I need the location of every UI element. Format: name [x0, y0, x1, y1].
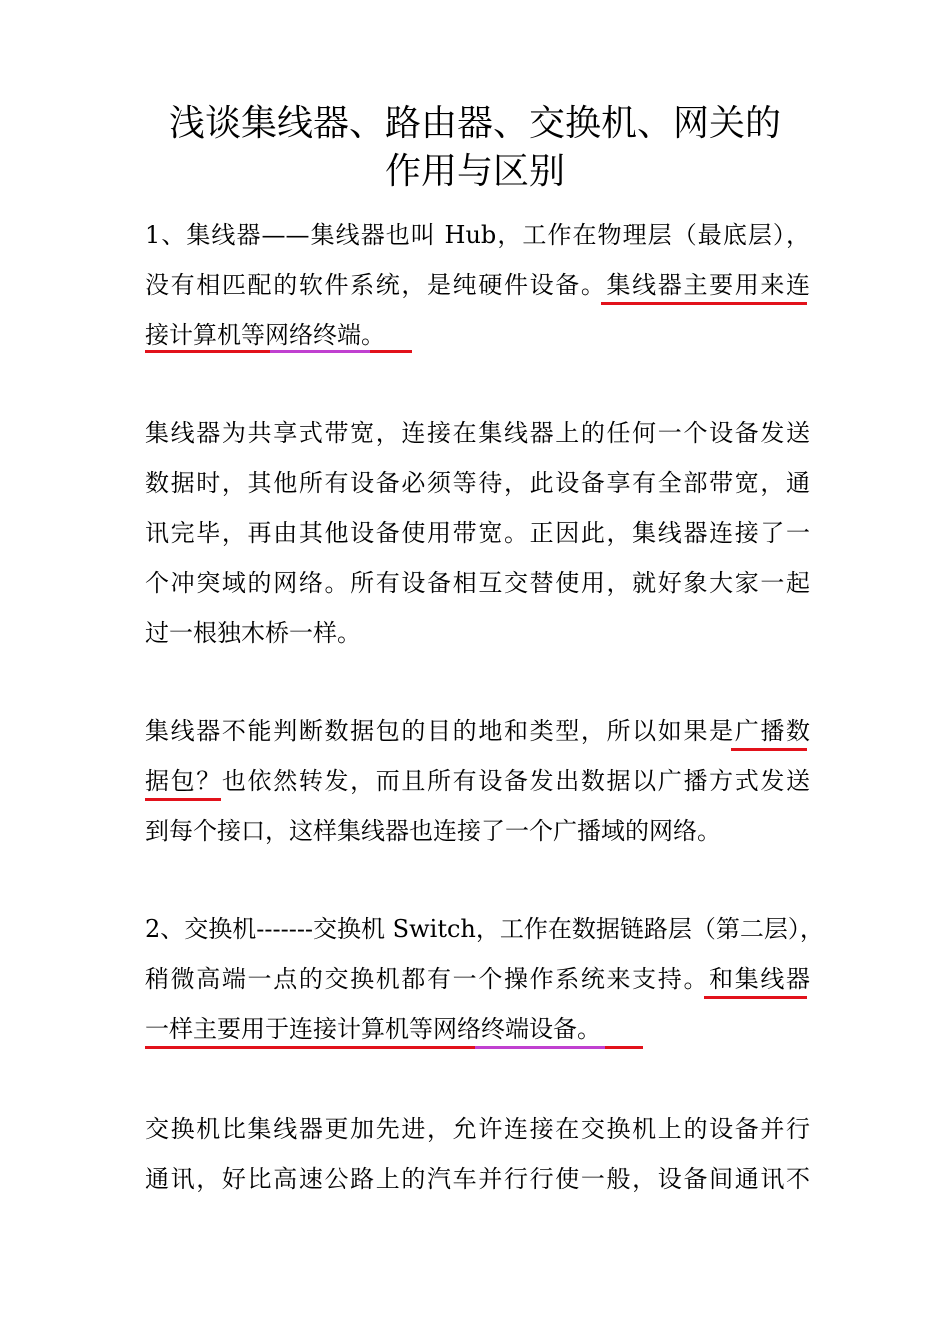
document-title-line-1: 浅谈集线器、路由器、交换机、网关的 [168, 103, 781, 144]
p4-line-2-red-underline [704, 996, 807, 999]
p1-line-1: 1、集线器——集线器也叫 Hub，工作在物理层（最底层）， [145, 221, 810, 249]
p1-line-3-text-b: 网络终端 [265, 321, 361, 349]
p1-line-3 [145, 318, 810, 352]
p2-line-3: 讯完毕，再由其他设备使用带宽。正因此，集线器连接了一 [145, 519, 810, 547]
p4-line-3-red-underline-b [605, 1046, 643, 1049]
p2-line-4: 个冲突域的网络。所有设备相互交替使用，就好象大家一起 [145, 569, 810, 597]
p4-line-3-red-underline-a [145, 1046, 475, 1049]
p4-line-2-text: 稍微高端一点的交换机都有一个操作系统来支持。 [145, 965, 710, 993]
p5-line-2: 通讯，好比高速公路上的汽车并行行使一般，设备间通讯不 [145, 1165, 810, 1193]
p3-line-2-red-underline [145, 798, 221, 801]
p1-line-3-red-underline-b [370, 350, 412, 353]
p3-line-2-text: 也依然转发，而且所有设备发出数据以广播方式发送 [221, 767, 811, 795]
p4-line-3-text-c: 设备 [529, 1015, 577, 1043]
p4-line-3-text-b: 网络终端 [433, 1015, 529, 1043]
p2-line-5: 过一根独木桥一样。 [145, 619, 361, 647]
p1-line-3-red-underline-a [145, 350, 270, 353]
p3-line-1 [145, 714, 810, 748]
p3-line-3: 到每个接口，这样集线器也连接了一个广播域的网络。 [145, 817, 721, 845]
document-title-line-2: 作用与区别 [384, 151, 565, 192]
p1-line-2-red-underline [601, 302, 807, 305]
p3-line-1-red-underline [731, 748, 807, 751]
p4-line-3-text-a: 一样主要用于连接计算机等 [145, 1015, 433, 1043]
p4-line-3-text-d: 。 [577, 1015, 601, 1043]
p1-line-3-text-c: 。 [361, 321, 385, 349]
p4-line-3 [145, 1012, 810, 1046]
p2-line-2: 数据时，其他所有设备必须等待，此设备享有全部带宽，通 [145, 469, 810, 497]
p1-line-3-text-a: 接计算机等 [145, 321, 265, 349]
p3-line-1-text: 集线器不能判断数据包的目的地和类型，所以如果是 [145, 717, 735, 745]
p2-line-1: 集线器为共享式带宽，连接在集线器上的任何一个设备发送 [145, 419, 810, 447]
p1-line-2-highlight: 集线器主要用来连 [606, 271, 811, 299]
p4-line-1: 2、交换机-------交换机 Switch，工作在数据链路层（第二层）， [145, 915, 824, 943]
p3-line-1-highlight: 广播数 [734, 717, 810, 745]
p4-line-2 [145, 962, 810, 996]
p1-line-2-text: 没有相匹配的软件系统，是纯硬件设备。 [145, 271, 607, 299]
p3-line-2 [145, 764, 810, 798]
p5-line-1: 交换机比集线器更加先进，允许连接在交换机上的设备并行 [145, 1115, 810, 1143]
p1-line-3-magenta-underline [270, 350, 370, 353]
p1-line-2 [145, 268, 810, 302]
p3-line-2-highlight: 据包？ [145, 767, 222, 795]
p4-line-3-magenta-underline [475, 1046, 605, 1049]
p4-line-2-highlight: 和集线器 [709, 965, 811, 993]
